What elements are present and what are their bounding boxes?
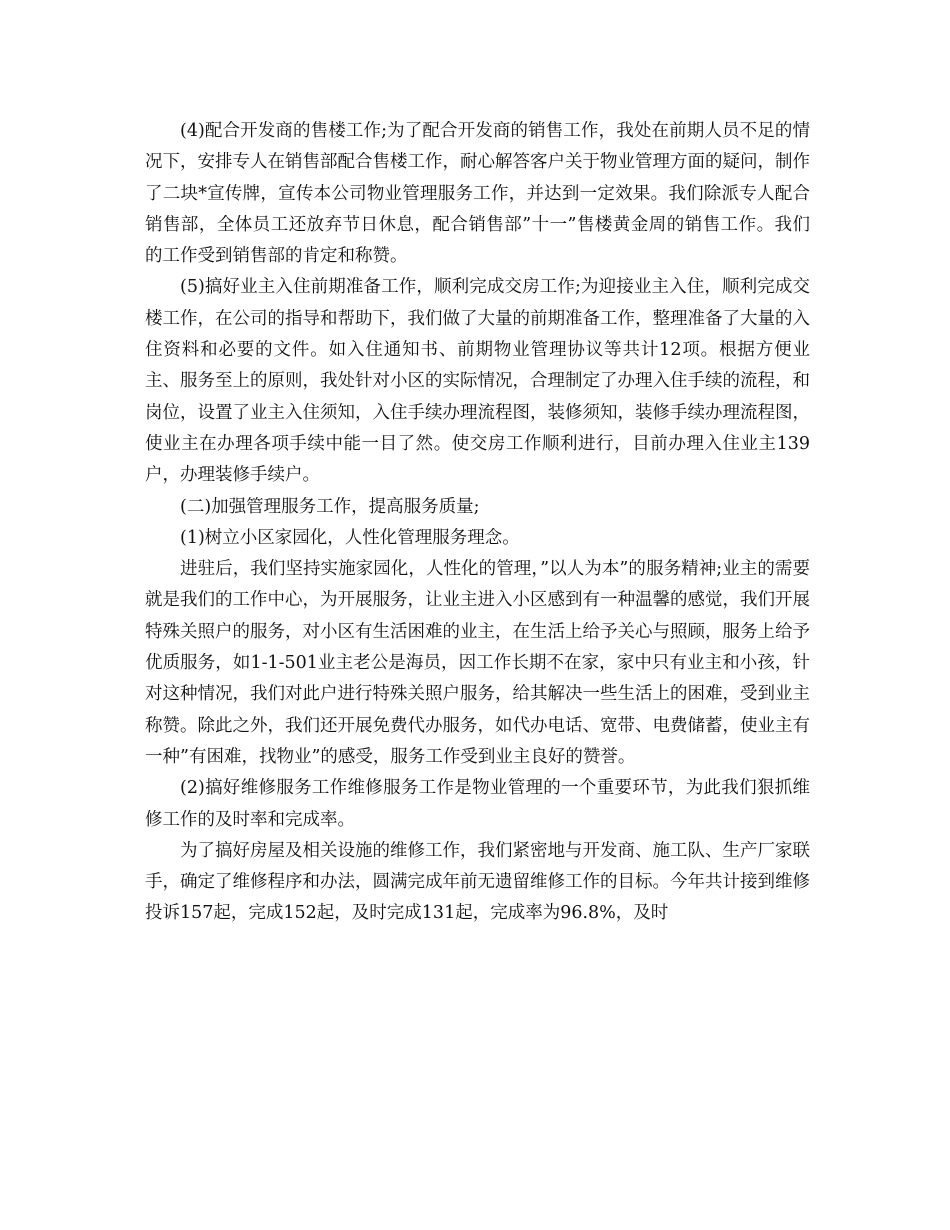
subheading-maintenance-service: (2)搞好维修服务工作维修服务工作是物业管理的一个重要环节，为此我们狠抓维修工作的及时率和完成率。 [145, 778, 810, 830]
paragraph-move-in-preparation: (5)搞好业主入住前期准备工作，顺利完成交房工作;为迎接业主入住，顺利完成交楼工作，在公司的指导和帮助下，我们做了大量的前期准备工作，整理准备了大量的入住资料和必要的文件。如入住通知书、前期物业管理协议等共计12项。根据方便业主、服务至上的原则，我处针对小区的实际情况，合理制定了办理入住手续的流程，和岗位，设置了业主入住须知，入住手续办理流程图，装修须知，装修手续办理流程图，使业主在办理各项手续中能一目了然。使交房工作顺利进行，目前办理入住业主139户，办理装修手续户。 [145, 277, 810, 486]
paragraph-humanized-service: 进驻后，我们坚持实施家园化，人性化的管理，”以人为本”的服务精神;业主的需要就是我们的工作中心，为开展服务，让业主进入小区感到有一种温馨的感觉，我们开展特殊关照户的服务，对小区有生活困难的业主，在生活上给予关心与照顾，服务上给予优质服务，如1-1-501业主老公是海员，因工作长期不在家，家中只有业主和小孩，针对这种情况，我们对此户进行特殊关照户服务，给其解决一些生活上的困难，受到业主称赞。除此之外，我们还开展免费代办服务，如代办电话、宽带、电费储蓄，使业主有一种”有困难，找物业”的感受，服务工作受到业主良好的赞誉。 [145, 559, 810, 767]
section-heading-management-service: (二)加强管理服务工作，提高服务质量; [180, 496, 480, 517]
paragraph-sales-support: (4)配合开发商的售楼工作;为了配合开发商的销售工作，我处在前期人员不足的情况下，安排专人在销售部配合售楼工作，耐心解答客户关于物业管理方面的疑问，制作了二块*宣传牌，宣传本公司物业管理服务工作，并达到一定效果。我们除派专人配合销售部，全体员工还放弃节日休息，配合销售部”十一”售楼黄金周的销售工作。我们的工作受到销售部的肯定和称赞。 [145, 121, 810, 267]
document-body [145, 116, 810, 930]
paragraph-maintenance-statistics: 为了搞好房屋及相关设施的维修工作，我们紧密地与开发商、施工队、生产厂家联手，确定了维修程序和办法，圆满完成年前无遗留维修工作的目标。今年共计接到维修投诉157起，完成152起，及时完成131起，完成率为96.8%，及时 [145, 840, 810, 924]
subheading-home-concept: (1)树立小区家园化，人性化管理服务理念。 [180, 527, 520, 548]
